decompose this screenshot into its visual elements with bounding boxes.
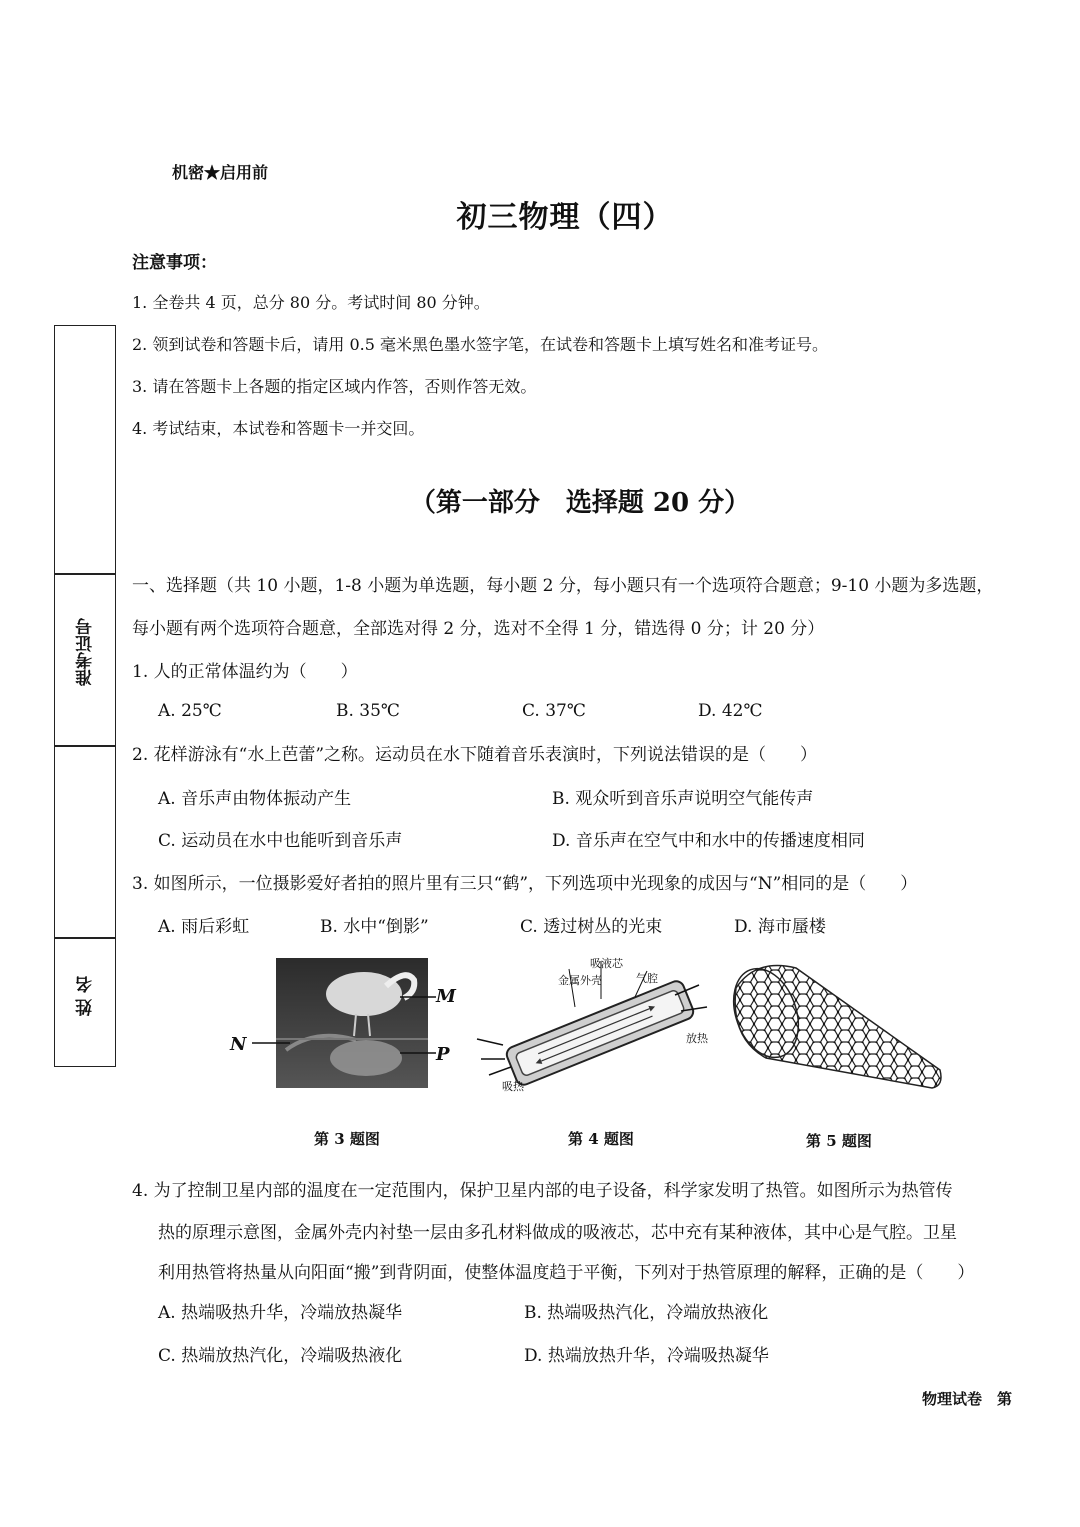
- part-title: （第一部分 选择题 20 分）: [409, 488, 751, 518]
- notice-item: 1. 全卷共 4 页，总分 80 分。考试时间 80 分钟。: [132, 293, 490, 312]
- page-title: 初三物理（四）: [456, 200, 674, 235]
- label-n: N: [230, 1034, 247, 1055]
- question-3-stem: 3. 如图所示，一位摄影爱好者拍的照片里有三只“鹤”，下列选项中光现象的成因与“N”相同的是（ ）: [132, 874, 918, 894]
- label-cavity: 气腔: [636, 972, 658, 985]
- q4-option-a: A. 热端吸热升华，冷端放热凝华: [158, 1303, 403, 1323]
- name-label: 姓 名: [76, 976, 96, 1016]
- question-4-stem-line: 4. 为了控制卫星内部的温度在一定范围内，保护卫星内部的电子设备，科学家发明了热管。如图所示为热管传: [132, 1181, 953, 1201]
- label-release-heat: 放热: [686, 1032, 708, 1045]
- name-box: [54, 937, 116, 1067]
- section-instruction: 每小题有两个选项符合题意，全部选对得 2 分，选对不全得 1 分，错选得 0 分；计 20 分）: [132, 619, 825, 639]
- figure-5-nanotube: [726, 958, 946, 1096]
- question-1-stem: 1. 人的正常体温约为（ ）: [132, 662, 358, 682]
- figure-3-caption: 第 3 题图: [314, 1130, 380, 1148]
- q4-option-b: B. 热端吸热汽化，冷端放热液化: [524, 1303, 769, 1323]
- notice-item: 4. 考试结束，本试卷和答题卡一并交回。: [132, 419, 425, 438]
- label-wick: 吸液芯: [590, 957, 623, 970]
- figure-3-leader-lines: [250, 990, 450, 1060]
- q3-option-a: A. 雨后彩虹: [158, 917, 250, 937]
- q1-option-d: D. 42℃: [698, 701, 763, 721]
- label-absorb-heat: 吸热: [502, 1080, 524, 1093]
- question-4-stem-line: 热的原理示意图，金属外壳内衬垫一层由多孔材料做成的吸液芯，芯中充有某种液体，其中心是气腔。卫星: [158, 1223, 957, 1243]
- q2-option-b: B. 观众听到音乐声说明空气能传声: [552, 789, 814, 809]
- q3-option-d: D. 海市蜃楼: [734, 917, 826, 937]
- question-4-stem-line: 利用热管将热量从向阳面“搬”到背阴面，使整体温度趋于平衡，下列对于热管原理的解释，正确的是（ ）: [158, 1263, 975, 1283]
- q3-option-b: B. 水中“倒影”: [320, 917, 429, 937]
- notice-item: 2. 领到试卷和答题卡后，请用 0.5 毫米黑色墨水签字笔，在试卷和答题卡上填写姓名和准考证号。: [132, 335, 828, 354]
- question-2-stem: 2. 花样游泳有“水上芭蕾”之称。运动员在水下随着音乐表演时，下列说法错误的是（ ）: [132, 745, 818, 765]
- page-footer: 物理试卷 第: [922, 1390, 1013, 1408]
- exam-id-label: 准考证号: [76, 618, 96, 686]
- label-shell: 金属外壳: [558, 974, 602, 987]
- q3-option-c: C. 透过树丛的光束: [520, 917, 663, 937]
- section-instruction: 一、选择题（共 10 小题，1-8 小题为单选题，每小题 2 分，每小题只有一个选项符合题意；9-10 小题为多选题，: [132, 576, 994, 596]
- q2-option-c: C. 运动员在水中也能听到音乐声: [158, 831, 403, 851]
- q2-option-d: D. 音乐声在空气中和水中的传播速度相同: [552, 831, 865, 851]
- figure-4-caption: 第 4 题图: [568, 1130, 634, 1148]
- q1-option-c: C. 37℃: [522, 701, 586, 721]
- notice-item: 3. 请在答题卡上各题的指定区域内作答，否则作答无效。: [132, 377, 537, 396]
- label-m: M: [436, 986, 456, 1007]
- figure-5-caption: 第 5 题图: [806, 1132, 872, 1150]
- q2-option-a: A. 音乐声由物体振动产生: [158, 789, 352, 809]
- q1-option-b: B. 35℃: [336, 701, 400, 721]
- q4-option-c: C. 热端放热汽化，冷端吸热液化: [158, 1346, 403, 1366]
- exam-id-box: [54, 573, 116, 747]
- sidebar-box-blank: [54, 745, 116, 939]
- notice-heading: 注意事项：: [132, 253, 217, 273]
- sidebar-box-blank: [54, 325, 116, 575]
- label-p: P: [436, 1044, 450, 1065]
- confidential-mark: 机密★启用前: [172, 163, 269, 182]
- q1-option-a: A. 25℃: [158, 701, 222, 721]
- q4-option-d: D. 热端放热升华，冷端吸热凝华: [524, 1346, 769, 1366]
